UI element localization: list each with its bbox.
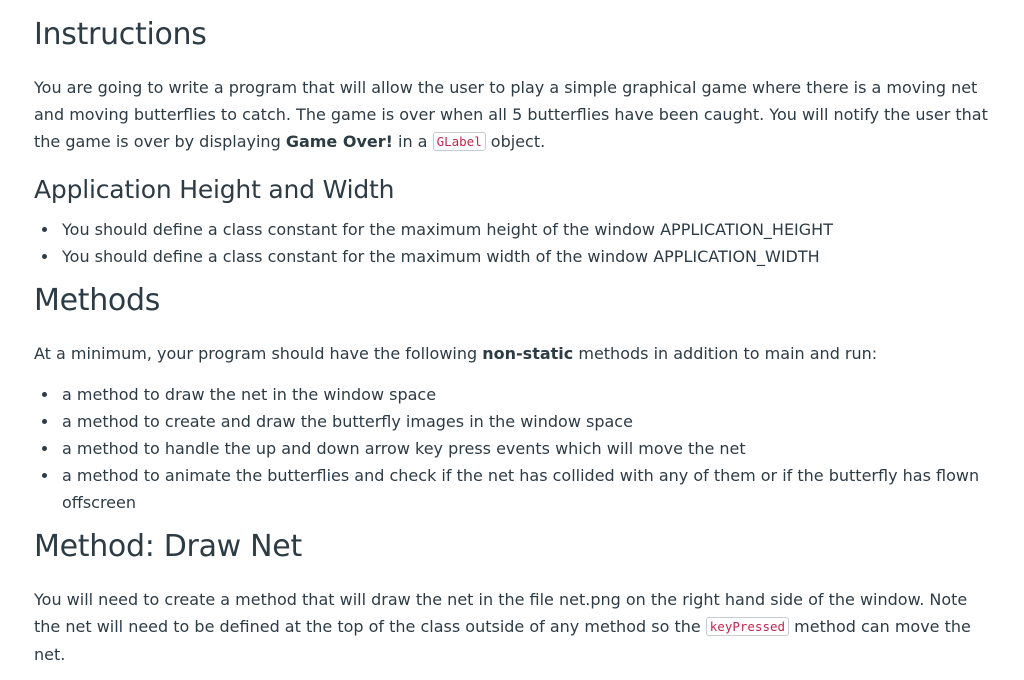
instructions-text-3: object.: [485, 132, 546, 151]
list-item: a method to create and draw the butterfly images in the window space: [62, 408, 994, 435]
instructions-text-1: You are going to write a program that will allow the user to play a simple graphical game where there is a moving net and moving butterflies to catch. The game is over when all 5 butterflies have been caught. You will notify the user that the game is over by displaying: [34, 78, 988, 151]
list-item: a method to handle the up and down arrow key press events which will move the net: [62, 435, 994, 462]
instructions-text-2: in a: [392, 132, 433, 151]
instructions-paragraph: [34, 74, 994, 156]
methods-intro-text-2: methods in addition to main and run:: [573, 344, 878, 363]
glabel-code: GLabel: [433, 132, 486, 151]
app-size-heading: Application Height and Width: [34, 175, 395, 204]
keypressed-code: keyPressed: [706, 617, 789, 636]
methods-intro: [34, 340, 994, 367]
draw-net-paragraph: [34, 586, 994, 668]
methods-list: [34, 381, 994, 516]
draw-net-heading: Method: Draw Net: [34, 529, 302, 564]
list-item: You should define a class constant for the maximum height of the window APPLICATION_HEIGHT: [62, 216, 994, 243]
list-item: You should define a class constant for the maximum width of the window APPLICATION_WIDTH: [62, 243, 994, 270]
instructions-heading: Instructions: [34, 17, 207, 52]
list-item: a method to animate the butterflies and check if the net has collided with any of them or if the butterfly has flown offscreen: [62, 462, 994, 516]
list-item: a method to draw the net in the window space: [62, 381, 994, 408]
game-over-bold: Game Over!: [285, 132, 393, 151]
methods-intro-text-1: At a minimum, your program should have the following: [34, 344, 483, 363]
methods-heading: Methods: [34, 283, 161, 318]
draw-net-text-2: method can move the net.: [34, 617, 971, 664]
draw-net-text-1: You will need to create a method that will draw the net in the file net.png on the right hand side of the window. Note the net will need to be defined at the top of the class outside of any method so the: [34, 590, 968, 636]
non-static-bold: non-static: [482, 344, 574, 363]
app-size-list: [34, 216, 994, 270]
